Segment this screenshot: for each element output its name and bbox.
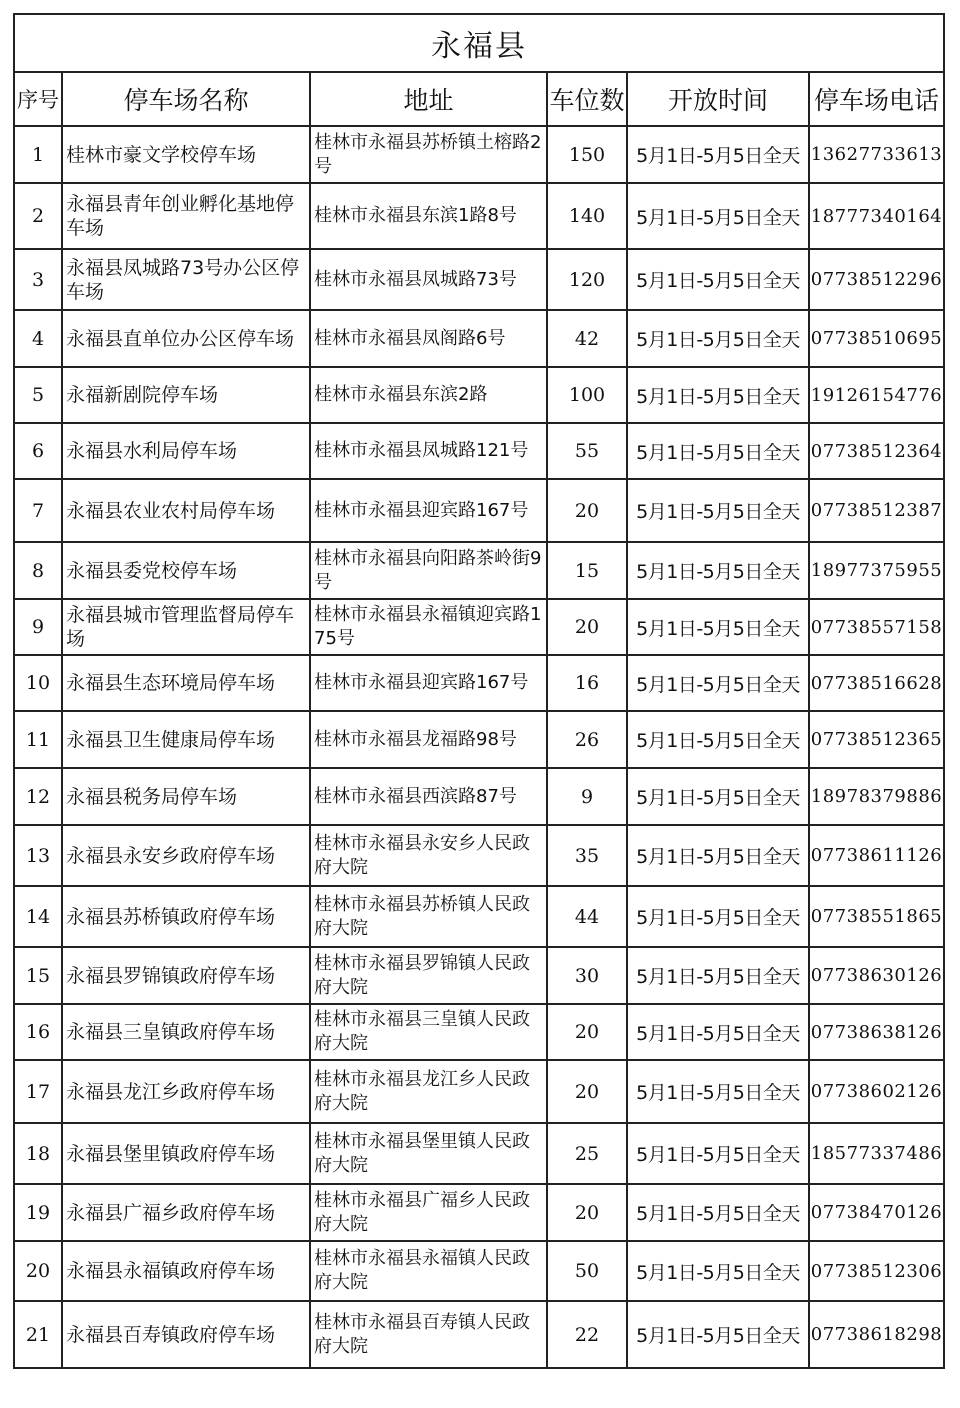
cell-name: 永福县青年创业孵化基地停车场 xyxy=(62,183,310,249)
cell-spaces: 25 xyxy=(547,1123,627,1184)
cell-spaces: 20 xyxy=(547,479,627,542)
cell-name: 永福县委党校停车场 xyxy=(62,542,310,599)
cell-hours: 5月1日-5月5日全天 xyxy=(627,310,809,367)
cell-hours: 5月1日-5月5日全天 xyxy=(627,1301,809,1368)
header-row xyxy=(14,72,944,126)
cell-address: 桂林市永福县凤城路73号 xyxy=(310,249,547,310)
cell-hours: 5月1日-5月5日全天 xyxy=(627,367,809,423)
cell-phone: 07738602126 xyxy=(809,1060,944,1123)
cell-hours: 5月1日-5月5日全天 xyxy=(627,947,809,1004)
cell-hours: 5月1日-5月5日全天 xyxy=(627,599,809,655)
table-row xyxy=(14,423,944,479)
cell-index: 12 xyxy=(14,768,62,825)
table-row xyxy=(14,1123,944,1184)
cell-name: 永福县凤城路73号办公区停车场 xyxy=(62,249,310,310)
header-spaces: 车位数 xyxy=(547,72,627,126)
cell-address: 桂林市永福县苏桥镇土榕路2号 xyxy=(310,126,547,183)
cell-address: 桂林市永福县西滨路87号 xyxy=(310,768,547,825)
cell-address: 桂林市永福县凤城路121号 xyxy=(310,423,547,479)
table-row xyxy=(14,1060,944,1123)
header-address: 地址 xyxy=(310,72,547,126)
cell-index: 15 xyxy=(14,947,62,1004)
cell-name: 永福县税务局停车场 xyxy=(62,768,310,825)
cell-index: 7 xyxy=(14,479,62,542)
table-row xyxy=(14,367,944,423)
cell-index: 8 xyxy=(14,542,62,599)
cell-hours: 5月1日-5月5日全天 xyxy=(627,1184,809,1241)
cell-index: 11 xyxy=(14,711,62,768)
cell-spaces: 20 xyxy=(547,1060,627,1123)
cell-hours: 5月1日-5月5日全天 xyxy=(627,126,809,183)
cell-name: 桂林市豪文学校停车场 xyxy=(62,126,310,183)
cell-phone: 07738618298 xyxy=(809,1301,944,1368)
table-row xyxy=(14,479,944,542)
cell-spaces: 15 xyxy=(547,542,627,599)
cell-phone: 07738512365 xyxy=(809,711,944,768)
cell-name: 永福新剧院停车场 xyxy=(62,367,310,423)
cell-index: 2 xyxy=(14,183,62,249)
cell-spaces: 16 xyxy=(547,655,627,711)
cell-address: 桂林市永福县向阳路茶岭街9号 xyxy=(310,542,547,599)
cell-name: 永福县百寿镇政府停车场 xyxy=(62,1301,310,1368)
cell-spaces: 35 xyxy=(547,825,627,886)
table-row xyxy=(14,310,944,367)
cell-phone: 07738630126 xyxy=(809,947,944,1004)
cell-spaces: 120 xyxy=(547,249,627,310)
cell-name: 永福县生态环境局停车场 xyxy=(62,655,310,711)
cell-name: 永福县农业农村局停车场 xyxy=(62,479,310,542)
cell-name: 永福县永福镇政府停车场 xyxy=(62,1241,310,1301)
cell-index: 4 xyxy=(14,310,62,367)
table-row xyxy=(14,599,944,655)
cell-hours: 5月1日-5月5日全天 xyxy=(627,1060,809,1123)
cell-index: 10 xyxy=(14,655,62,711)
cell-name: 永福县三皇镇政府停车场 xyxy=(62,1004,310,1060)
table-row xyxy=(14,886,944,947)
cell-index: 21 xyxy=(14,1301,62,1368)
cell-address: 桂林市永福县永福镇人民政府大院 xyxy=(310,1241,547,1301)
cell-hours: 5月1日-5月5日全天 xyxy=(627,1123,809,1184)
cell-phone: 07738512387 xyxy=(809,479,944,542)
table-row xyxy=(14,655,944,711)
table-title: 永福县 xyxy=(14,14,944,72)
cell-phone: 07738512364 xyxy=(809,423,944,479)
cell-spaces: 26 xyxy=(547,711,627,768)
cell-address: 桂林市永福县苏桥镇人民政府大院 xyxy=(310,886,547,947)
cell-name: 永福县卫生健康局停车场 xyxy=(62,711,310,768)
cell-phone: 07738510695 xyxy=(809,310,944,367)
cell-phone: 07738638126 xyxy=(809,1004,944,1060)
cell-spaces: 9 xyxy=(547,768,627,825)
cell-address: 桂林市永福县永安乡人民政府大院 xyxy=(310,825,547,886)
cell-hours: 5月1日-5月5日全天 xyxy=(627,1004,809,1060)
cell-hours: 5月1日-5月5日全天 xyxy=(627,768,809,825)
cell-hours: 5月1日-5月5日全天 xyxy=(627,249,809,310)
header-index: 序号 xyxy=(14,72,62,126)
cell-phone: 07738470126 xyxy=(809,1184,944,1241)
cell-hours: 5月1日-5月5日全天 xyxy=(627,886,809,947)
table-row xyxy=(14,1004,944,1060)
cell-address: 桂林市永福县东滨1路8号 xyxy=(310,183,547,249)
table-row xyxy=(14,1241,944,1301)
cell-phone: 18577337486 xyxy=(809,1123,944,1184)
cell-address: 桂林市永福县堡里镇人民政府大院 xyxy=(310,1123,547,1184)
cell-index: 17 xyxy=(14,1060,62,1123)
cell-spaces: 50 xyxy=(547,1241,627,1301)
cell-address: 桂林市永福县龙江乡人民政府大院 xyxy=(310,1060,547,1123)
parking-lot-document xyxy=(13,13,943,1385)
cell-spaces: 30 xyxy=(547,947,627,1004)
cell-address: 桂林市永福县永福镇迎宾路175号 xyxy=(310,599,547,655)
cell-hours: 5月1日-5月5日全天 xyxy=(627,655,809,711)
table-row xyxy=(14,183,944,249)
cell-name: 永福县苏桥镇政府停车场 xyxy=(62,886,310,947)
table-row xyxy=(14,711,944,768)
cell-phone: 07738551865 xyxy=(809,886,944,947)
table-row xyxy=(14,947,944,1004)
table-row xyxy=(14,126,944,183)
cell-phone: 07738516628 xyxy=(809,655,944,711)
cell-hours: 5月1日-5月5日全天 xyxy=(627,1241,809,1301)
header-hours: 开放时间 xyxy=(627,72,809,126)
cell-phone: 18777340164 xyxy=(809,183,944,249)
cell-phone: 07738512306 xyxy=(809,1241,944,1301)
cell-name: 永福县直单位办公区停车场 xyxy=(62,310,310,367)
table-row xyxy=(14,825,944,886)
cell-index: 20 xyxy=(14,1241,62,1301)
cell-spaces: 140 xyxy=(547,183,627,249)
cell-phone: 18978379886 xyxy=(809,768,944,825)
cell-phone: 19126154776 xyxy=(809,367,944,423)
cell-index: 14 xyxy=(14,886,62,947)
cell-name: 永福县罗锦镇政府停车场 xyxy=(62,947,310,1004)
cell-address: 桂林市永福县三皇镇人民政府大院 xyxy=(310,1004,547,1060)
cell-address: 桂林市永福县龙福路98号 xyxy=(310,711,547,768)
table-body xyxy=(14,126,944,1368)
cell-spaces: 44 xyxy=(547,886,627,947)
cell-name: 永福县水利局停车场 xyxy=(62,423,310,479)
cell-hours: 5月1日-5月5日全天 xyxy=(627,479,809,542)
cell-name: 永福县堡里镇政府停车场 xyxy=(62,1123,310,1184)
cell-spaces: 20 xyxy=(547,1004,627,1060)
cell-index: 3 xyxy=(14,249,62,310)
cell-address: 桂林市永福县罗锦镇人民政府大院 xyxy=(310,947,547,1004)
cell-address: 桂林市永福县迎宾路167号 xyxy=(310,655,547,711)
header-name: 停车场名称 xyxy=(62,72,310,126)
table-row xyxy=(14,249,944,310)
cell-phone: 07738557158 xyxy=(809,599,944,655)
cell-address: 桂林市永福县东滨2路 xyxy=(310,367,547,423)
cell-hours: 5月1日-5月5日全天 xyxy=(627,825,809,886)
cell-index: 13 xyxy=(14,825,62,886)
cell-spaces: 20 xyxy=(547,1184,627,1241)
cell-phone: 13627733613 xyxy=(809,126,944,183)
cell-hours: 5月1日-5月5日全天 xyxy=(627,711,809,768)
table-row xyxy=(14,542,944,599)
table-row xyxy=(14,768,944,825)
cell-index: 6 xyxy=(14,423,62,479)
cell-address: 桂林市永福县凤阁路6号 xyxy=(310,310,547,367)
cell-hours: 5月1日-5月5日全天 xyxy=(627,183,809,249)
cell-index: 16 xyxy=(14,1004,62,1060)
cell-spaces: 42 xyxy=(547,310,627,367)
cell-phone: 07738611126 xyxy=(809,825,944,886)
cell-index: 19 xyxy=(14,1184,62,1241)
cell-spaces: 55 xyxy=(547,423,627,479)
cell-index: 1 xyxy=(14,126,62,183)
title-row xyxy=(14,14,944,72)
cell-address: 桂林市永福县百寿镇人民政府大院 xyxy=(310,1301,547,1368)
cell-spaces: 20 xyxy=(547,599,627,655)
header-phone: 停车场电话 xyxy=(809,72,944,126)
cell-index: 9 xyxy=(14,599,62,655)
cell-hours: 5月1日-5月5日全天 xyxy=(627,542,809,599)
table-row xyxy=(14,1184,944,1241)
cell-index: 5 xyxy=(14,367,62,423)
cell-hours: 5月1日-5月5日全天 xyxy=(627,423,809,479)
cell-spaces: 22 xyxy=(547,1301,627,1368)
table-row xyxy=(14,1301,944,1368)
cell-spaces: 150 xyxy=(547,126,627,183)
cell-phone: 07738512296 xyxy=(809,249,944,310)
cell-name: 永福县永安乡政府停车场 xyxy=(62,825,310,886)
cell-phone: 18977375955 xyxy=(809,542,944,599)
cell-address: 桂林市永福县迎宾路167号 xyxy=(310,479,547,542)
cell-name: 永福县广福乡政府停车场 xyxy=(62,1184,310,1241)
cell-name: 永福县城市管理监督局停车场 xyxy=(62,599,310,655)
cell-name: 永福县龙江乡政府停车场 xyxy=(62,1060,310,1123)
cell-index: 18 xyxy=(14,1123,62,1184)
parking-lot-table xyxy=(13,13,945,1369)
cell-address: 桂林市永福县广福乡人民政府大院 xyxy=(310,1184,547,1241)
cell-spaces: 100 xyxy=(547,367,627,423)
